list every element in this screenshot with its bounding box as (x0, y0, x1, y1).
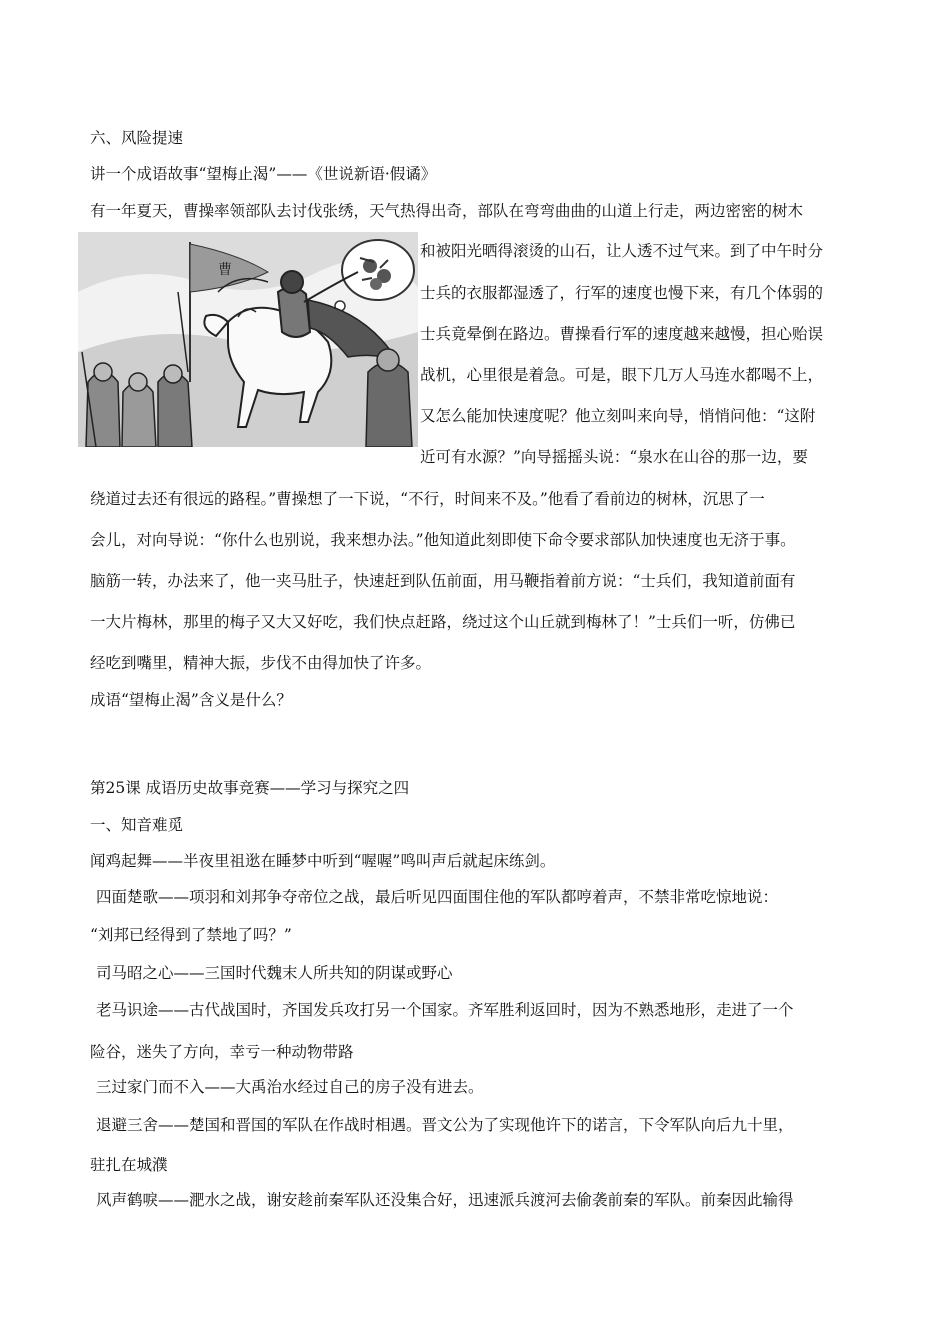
idiom-line-1: 闻鸡起舞——半夜里祖逖在睡梦中听到“喔喔”鸣叫声后就起床练剑。 (90, 852, 556, 870)
story-line-5: 战机，心里很是着急。可是，眼下几万人马连水都喝不上， (420, 366, 824, 384)
story-line-3: 士兵的衣服都湿透了，行军的速度也慢下来，有几个体弱的 (420, 284, 824, 302)
cao-cao-on-horseback-illustration (78, 232, 418, 447)
story-line-4: 士兵竟晕倒在路边。曹操看行军的速度越来越慢，担心贻误 (420, 325, 824, 343)
story-line-7: 近可有水源？”向导摇摇头说：“泉水在山谷的那一边，要 (420, 448, 808, 466)
story-subtitle: 讲一个成语故事“望梅止渴”——《世说新语·假谲》 (90, 165, 437, 183)
section-heading: 六、风险提速 (90, 129, 184, 147)
story-line-1: 有一年夏天，曹操率领部队去讨伐张绣，天气热得出奇，部队在弯弯曲曲的山道上行走，两边密密的树木 (90, 202, 804, 220)
idiom-line-3: “刘邦已经得到了禁地了吗？” (90, 926, 292, 944)
story-line-11: 一大片梅林，那里的梅子又大又好吃，我们快点赶路，绕过这个山丘就到梅林了！”士兵们一听，仿佛已 (90, 613, 796, 631)
story-line-9: 会儿，对向导说：“你什么也别说，我来想办法。”他知道此刻即使下命令要求部队加快速度也无济于事。 (90, 531, 796, 549)
idiom-line-5: 老马识途——古代战国时，齐国发兵攻打另一个国家。齐军胜利返回时，因为不熟悉地形，走进了一个 (96, 1001, 794, 1019)
story-line-2: 和被阳光晒得滚烫的山石，让人透不过气来。到了中午时分 (420, 242, 824, 260)
lesson-title: 第25课 成语历史故事竞赛——学习与探究之四 (90, 779, 410, 797)
idiom-line-10: 风声鹤唳——淝水之战，谢安趁前秦军队还没集合好，迅速派兵渡河去偷袭前秦的军队。前秦因此输得 (96, 1191, 794, 1209)
story-question: 成语“望梅止渴”含义是什么？ (90, 691, 292, 709)
idiom-line-8: 退避三舍——楚国和晋国的军队在作战时相遇。晋文公为了实现他许下的诺言，下令军队向后九十里， (96, 1116, 794, 1134)
idiom-line-6: 险谷，迷失了方向，幸亏一种动物带路 (90, 1043, 354, 1061)
idiom-line-7: 三过家门而不入——大禹治水经过自己的房子没有进去。 (96, 1078, 484, 1096)
banner-character: 曹 (218, 262, 232, 278)
story-line-8: 绕道过去还有很远的路程。”曹操想了一下说，“不行，时间来不及。”他看了看前边的树林，沉思了一 (90, 490, 765, 508)
section-heading-zhiyin: 一、知音难觅 (90, 816, 184, 834)
story-line-6: 又怎么能加快速度呢？他立刻叫来向导，悄悄问他：“这附 (420, 407, 816, 425)
idiom-line-2: 四面楚歌——项羽和刘邦争夺帝位之战，最后听见四面围住他的军队都哼着声，不禁非常吃惊地说： (96, 888, 779, 906)
idiom-line-4: 司马昭之心——三国时代魏末人所共知的阴谋或野心 (96, 964, 453, 982)
story-line-12: 经吃到嘴里，精神大振，步伐不由得加快了许多。 (90, 654, 432, 672)
story-line-10: 脑筋一转，办法来了，他一夹马肚子，快速赶到队伍前面，用马鞭指着前方说：“士兵们，我知道前面有 (90, 572, 796, 590)
idiom-line-9: 驻扎在城濮 (90, 1156, 168, 1174)
